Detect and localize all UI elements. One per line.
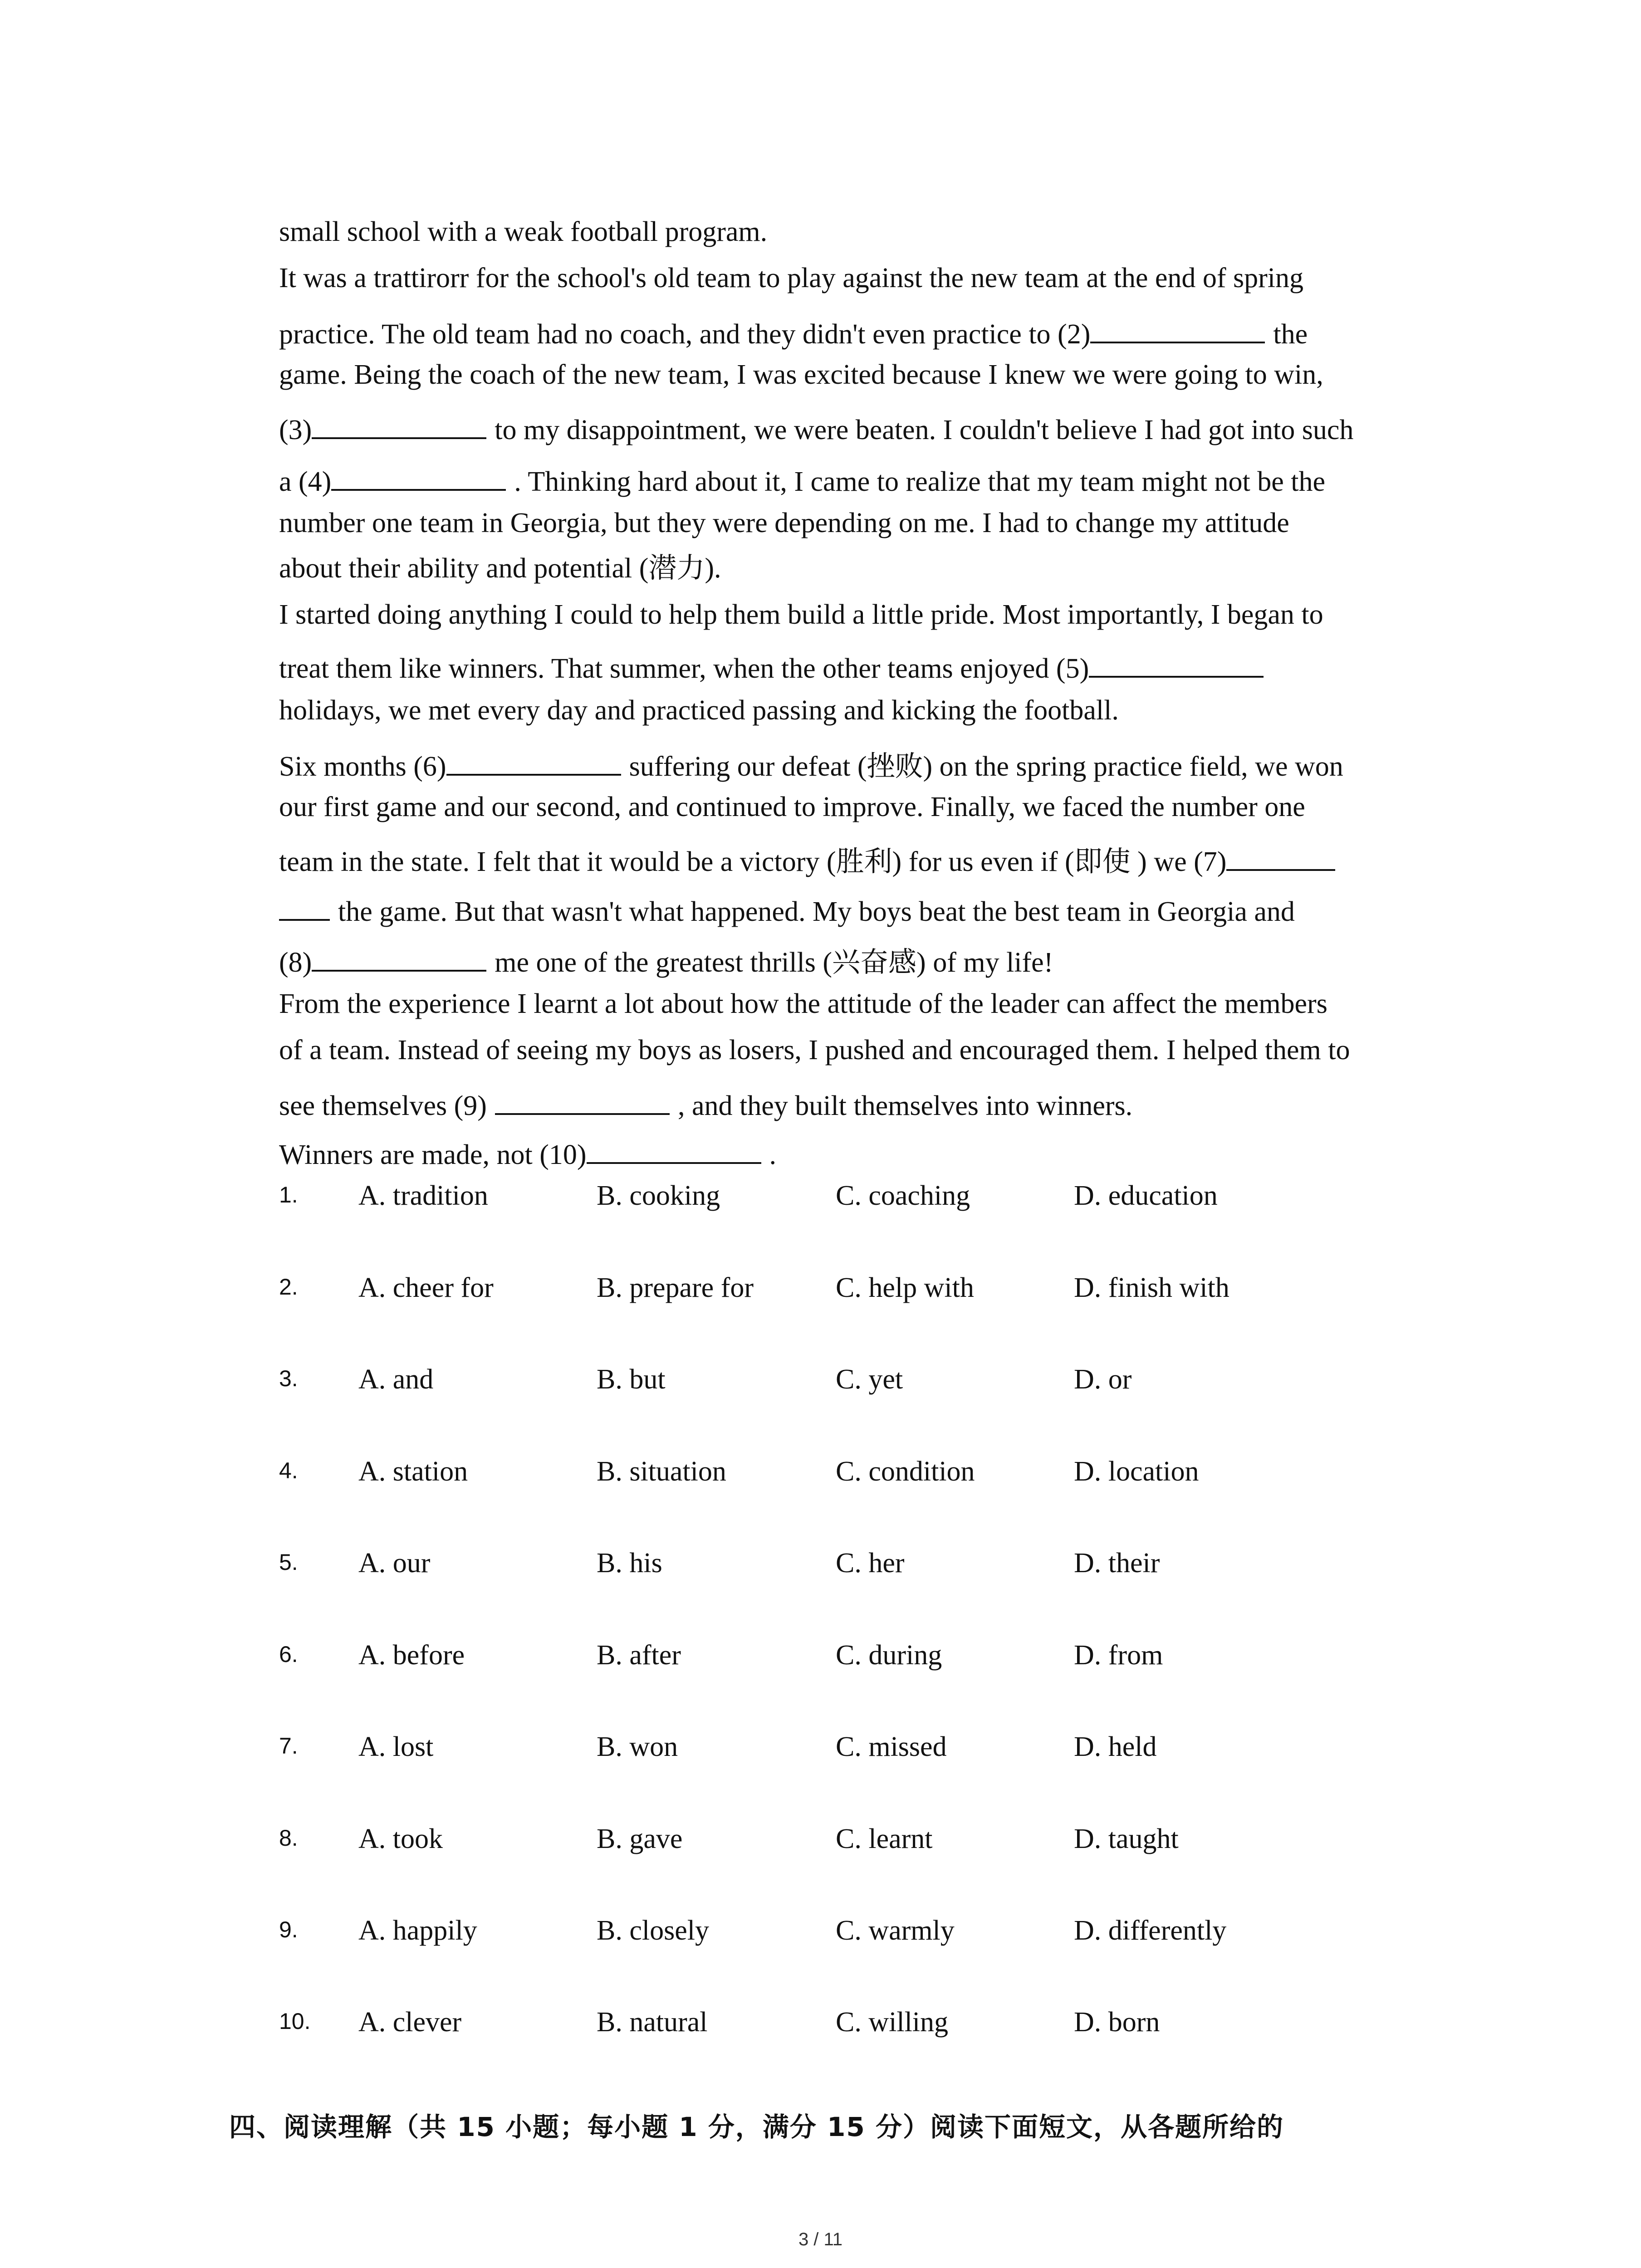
option-a[interactable]: A. lost	[358, 1731, 434, 1762]
answer-blank-6	[446, 748, 621, 776]
passage-line: of a team. Instead of seeing my boys as losers, I pushed and encouraged them. I helped them to	[279, 1035, 1350, 1066]
option-b[interactable]: B. but	[597, 1364, 666, 1395]
passage-line	[279, 463, 1325, 496]
option-d[interactable]: D. finish with	[1074, 1272, 1230, 1303]
passage-line	[279, 748, 1343, 781]
passage-text: .	[769, 1139, 777, 1170]
passage-line	[279, 1087, 1132, 1120]
option-b[interactable]: B. after	[597, 1640, 681, 1671]
option-b[interactable]: B. cooking	[597, 1180, 720, 1211]
passage-line	[279, 315, 1308, 348]
option-b[interactable]: B. prepare for	[597, 1272, 754, 1303]
option-d[interactable]: D. born	[1074, 2007, 1160, 2038]
option-a[interactable]: A. tradition	[358, 1180, 488, 1211]
passage-text: (3)	[279, 415, 312, 445]
answer-blank-2	[1090, 315, 1265, 343]
option-a[interactable]: A. and	[358, 1364, 434, 1395]
answer-blank-9	[495, 1087, 670, 1115]
question-row	[279, 1641, 1459, 1673]
option-a[interactable]: A. station	[358, 1456, 468, 1487]
passage-text: , and they built themselves into winners.	[677, 1090, 1133, 1121]
option-a[interactable]: A. clever	[358, 2007, 462, 2038]
option-d[interactable]: D. from	[1074, 1640, 1163, 1671]
passage-line: From the experience I learnt a lot about how the attitude of the leader can affect the members	[279, 988, 1327, 1019]
option-c[interactable]: C. learnt	[836, 1823, 933, 1854]
question-row	[279, 2008, 1459, 2040]
option-d[interactable]: D. taught	[1074, 1823, 1179, 1854]
question-number: 5.	[279, 1549, 298, 1575]
passage-line: small school with a weak football program.	[279, 216, 768, 247]
question-row	[279, 1733, 1459, 1765]
question-number: 7.	[279, 1733, 298, 1759]
passage-line	[279, 1136, 776, 1169]
answer-blank-5	[1089, 650, 1264, 678]
option-c[interactable]: C. missed	[836, 1731, 947, 1762]
passage-text: the	[1273, 319, 1308, 350]
option-c[interactable]: C. help with	[836, 1272, 974, 1303]
answer-blank-7	[1226, 843, 1335, 871]
passage-text: Winners are made, not (10)	[279, 1139, 587, 1170]
option-d[interactable]: D. their	[1074, 1548, 1160, 1579]
passage-line	[279, 843, 1335, 876]
passage-line: our first game and our second, and continued to improve. Finally, we faced the number one	[279, 792, 1305, 822]
passage-line: holidays, we met every day and practiced passing and kicking the football.	[279, 695, 1119, 726]
passage-text: me one of the greatest thrills (兴奋感) of my life!	[495, 947, 1053, 978]
passage-line	[279, 893, 1295, 926]
option-a[interactable]: A. took	[358, 1823, 443, 1854]
option-b[interactable]: B. situation	[597, 1456, 726, 1487]
question-row	[279, 1365, 1459, 1397]
option-c[interactable]: C. her	[836, 1548, 905, 1579]
option-c[interactable]: C. coaching	[836, 1180, 970, 1211]
passage-line: It was a trattirorr for the school's old team to play against the new team at the end of spring	[279, 263, 1304, 293]
answer-blank-10	[587, 1136, 761, 1164]
answer-blank-4	[331, 463, 506, 491]
question-number: 6.	[279, 1642, 298, 1667]
option-b[interactable]: B. gave	[597, 1823, 683, 1854]
option-a[interactable]: A. before	[358, 1640, 465, 1671]
option-b[interactable]: B. won	[597, 1731, 678, 1762]
answer-blank-8	[312, 943, 486, 972]
question-number: 10.	[279, 2009, 311, 2034]
passage-text: to my disappointment, we were beaten. I couldn't believe I had got into such	[495, 415, 1354, 445]
question-row	[279, 1457, 1459, 1489]
passage-text: a (4)	[279, 466, 332, 497]
question-number: 1.	[279, 1182, 298, 1207]
option-c[interactable]: C. yet	[836, 1364, 903, 1395]
passage-line	[279, 411, 1353, 444]
question-number: 4.	[279, 1458, 298, 1483]
question-number: 3.	[279, 1366, 298, 1391]
option-c[interactable]: C. condition	[836, 1456, 975, 1487]
option-c[interactable]: C. during	[836, 1640, 942, 1671]
page-number: 3 / 11	[798, 2229, 843, 2249]
passage-line	[279, 943, 1053, 977]
section-heading: 四、阅读理解（共 15 小题；每小题 1 分，满分 15 分）阅读下面短文，从各题所给的	[229, 2112, 1284, 2142]
option-b[interactable]: B. his	[597, 1548, 662, 1579]
question-row	[279, 1825, 1459, 1857]
passage-text: (8)	[279, 947, 312, 978]
passage-text: . Thinking hard about it, I came to realize that my team might not be the	[514, 466, 1326, 497]
question-row	[279, 1274, 1459, 1305]
option-d[interactable]: D. location	[1074, 1456, 1199, 1487]
passage-text: practice. The old team had no coach, and they didn't even practice to (2)	[279, 319, 1091, 350]
option-d[interactable]: D. education	[1074, 1180, 1218, 1211]
option-c[interactable]: C. warmly	[836, 1915, 955, 1946]
passage-line: I started doing anything I could to help them build a little pride. Most importantly, I began to	[279, 599, 1323, 630]
question-row	[279, 1549, 1459, 1581]
passage-text: see themselves (9)	[279, 1090, 487, 1121]
option-a[interactable]: A. happily	[358, 1915, 477, 1946]
question-number: 2.	[279, 1274, 298, 1300]
question-number: 8.	[279, 1825, 298, 1851]
passage-line: number one team in Georgia, but they were depending on me. I had to change my attitude	[279, 508, 1289, 538]
option-a[interactable]: A. cheer for	[358, 1272, 494, 1303]
question-row	[279, 1916, 1459, 1948]
option-d[interactable]: D. or	[1074, 1364, 1132, 1395]
passage-text: treat them like winners. That summer, when the other teams enjoyed (5)	[279, 653, 1089, 684]
passage-text: suffering our defeat (挫败) on the spring practice field, we won	[629, 751, 1343, 782]
question-row	[279, 1182, 1459, 1213]
option-b[interactable]: B. closely	[597, 1915, 709, 1946]
passage-line	[279, 650, 1264, 683]
option-d[interactable]: D. held	[1074, 1731, 1157, 1762]
answer-blank-3	[312, 411, 486, 439]
option-c[interactable]: C. willing	[836, 2007, 949, 2038]
passage-text: Six months (6)	[279, 751, 446, 782]
answer-blank-7-continued	[279, 893, 330, 921]
option-d[interactable]: D. differently	[1074, 1915, 1227, 1946]
option-b[interactable]: B. natural	[597, 2007, 708, 2038]
passage-line: about their ability and potential (潜力).	[279, 553, 721, 584]
passage-text: the game. But that wasn't what happened. My boys beat the best team in Georgia and	[338, 896, 1295, 927]
passage-text: team in the state. I felt that it would be a victory (胜利) for us even if (即使 ) we (7)	[279, 846, 1227, 877]
option-a[interactable]: A. our	[358, 1548, 431, 1579]
passage-line: game. Being the coach of the new team, I was excited because I knew we were going to win,	[279, 359, 1323, 390]
question-number: 9.	[279, 1917, 298, 1942]
